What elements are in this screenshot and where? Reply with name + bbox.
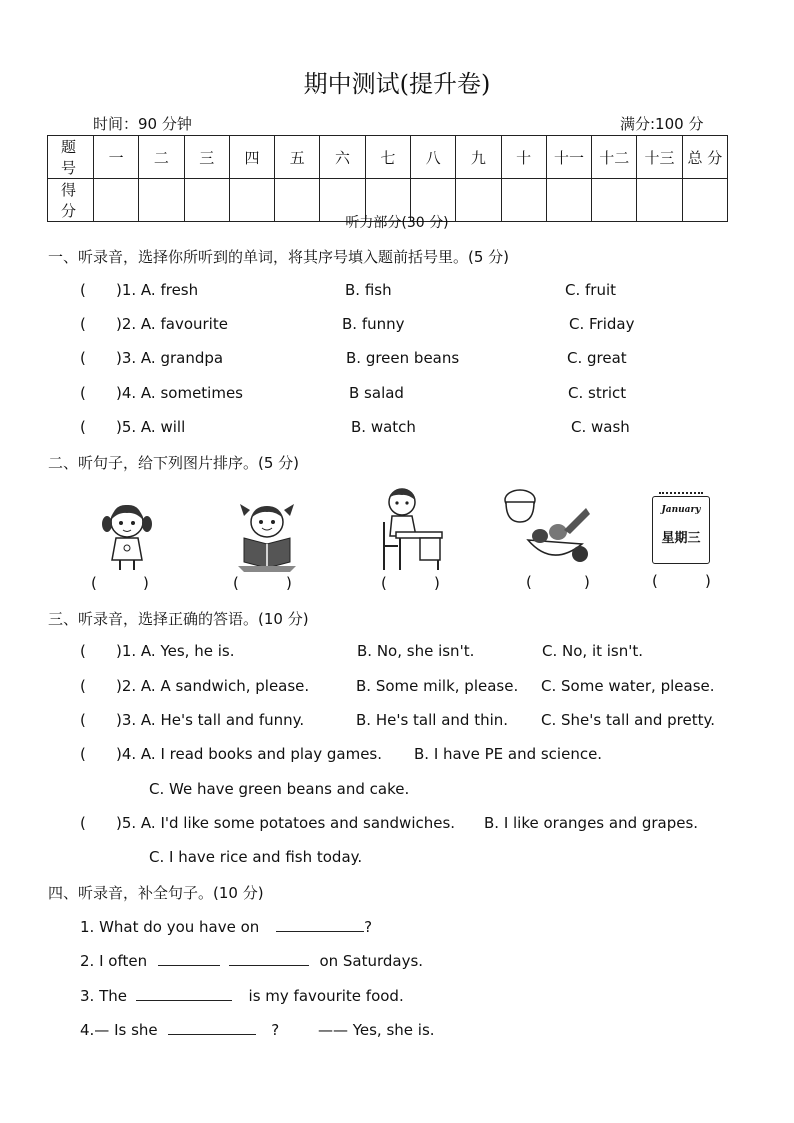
row-label-question: 题 号 xyxy=(48,136,94,179)
sentence-text: ? xyxy=(271,1021,280,1039)
option-a: )3. A. He's tall and funny. xyxy=(116,711,305,729)
answer-blank[interactable] xyxy=(229,951,309,966)
sentence-text: —— Yes, she is. xyxy=(317,1021,435,1039)
sentence-text: 2. I often xyxy=(80,952,148,970)
option-c: C. Friday xyxy=(569,315,635,333)
option-c: C. fruit xyxy=(565,281,617,299)
answer-paren[interactable]: ( xyxy=(80,384,86,402)
sentence-text: 3. The xyxy=(80,987,127,1005)
option-b: B. fish xyxy=(345,281,392,299)
answer-paren[interactable]: ( xyxy=(80,315,86,333)
option-c: C. strict xyxy=(568,384,627,402)
fill-sentence-4 xyxy=(80,1020,435,1039)
calendar-day: 星期三 xyxy=(661,531,701,546)
answer-paren[interactable]: ( xyxy=(80,677,86,695)
option-a: )5. A. I'd like some potatoes and sandwiches. xyxy=(116,814,456,832)
girl-picture xyxy=(96,500,158,572)
option-c: C. We have green beans and cake. xyxy=(149,780,410,798)
col-13: 十三 xyxy=(637,136,682,179)
listening-header: 听力部分(30 分) xyxy=(345,215,449,231)
girl-reading-picture xyxy=(230,500,304,572)
col-7: 七 xyxy=(365,136,410,179)
option-b: B. Some milk, please. xyxy=(356,677,519,695)
option-b: B. I like oranges and grapes. xyxy=(484,814,699,832)
col-3: 三 xyxy=(184,136,229,179)
option-b: B. green beans xyxy=(346,349,460,367)
col-11: 十一 xyxy=(546,136,591,179)
sentence-text: is my favourite food. xyxy=(248,987,404,1005)
section-4-title: 四、听录音，补全句子。(10 分) xyxy=(48,884,264,902)
option-b: B. No, she isn't. xyxy=(357,642,475,660)
page-title: 期中测试(提升卷) xyxy=(303,70,491,98)
col-8: 八 xyxy=(410,136,455,179)
option-a: )2. A. favourite xyxy=(116,315,228,333)
col-1: 一 xyxy=(94,136,139,179)
order-paren-close: ) xyxy=(286,574,292,592)
boy-at-desk-picture xyxy=(376,486,444,572)
option-b: B. He's tall and thin. xyxy=(356,711,509,729)
col-total: 总 分 xyxy=(682,136,727,179)
option-a: )5. A. will xyxy=(116,418,186,436)
option-a: )2. A. A sandwich, please. xyxy=(116,677,310,695)
option-c: C. Some water, please. xyxy=(541,677,715,695)
order-paren-close: ) xyxy=(434,574,440,592)
sentence-text: on Saturdays. xyxy=(319,952,424,970)
order-paren-open[interactable]: ( xyxy=(91,574,97,592)
answer-blank[interactable] xyxy=(158,951,220,966)
col-10: 十 xyxy=(501,136,546,179)
order-paren-close: ) xyxy=(584,573,590,591)
order-paren-close: ) xyxy=(143,574,149,592)
col-2: 二 xyxy=(139,136,184,179)
answer-paren[interactable]: ( xyxy=(80,418,86,436)
option-c: C. wash xyxy=(571,418,630,436)
option-c: C. She's tall and pretty. xyxy=(541,711,715,729)
score-table-header-row xyxy=(48,136,728,179)
col-6: 六 xyxy=(320,136,365,179)
col-5: 五 xyxy=(275,136,320,179)
col-9: 九 xyxy=(456,136,501,179)
option-a: )4. A. I read books and play games. xyxy=(116,745,383,763)
answer-paren[interactable]: ( xyxy=(80,642,86,660)
sentence-text: ? xyxy=(364,918,373,936)
calendar-month: January xyxy=(661,505,701,515)
order-paren-close: ) xyxy=(705,572,711,590)
section-3-title: 三、听录音，选择正确的答语。(10 分) xyxy=(48,610,309,628)
option-b: B. watch xyxy=(351,418,416,436)
option-b: B salad xyxy=(349,384,404,402)
order-paren-open[interactable]: ( xyxy=(652,572,658,590)
section-2-title: 二、听句子，给下列图片排序。(5 分) xyxy=(48,454,300,472)
answer-blank[interactable] xyxy=(168,1020,256,1035)
option-c: C. No, it isn't. xyxy=(542,642,644,660)
option-a: )1. A. fresh xyxy=(116,281,199,299)
calendar-picture xyxy=(652,496,710,564)
food-bowl-picture xyxy=(500,488,596,568)
section-1-title: 一、听录音，选择你所听到的单词，将其序号填入题前括号里。(5 分) xyxy=(48,248,510,266)
col-4: 四 xyxy=(229,136,274,179)
option-a: )3. A. grandpa xyxy=(116,349,224,367)
fill-sentence-2 xyxy=(80,951,423,970)
order-paren-open[interactable]: ( xyxy=(526,573,532,591)
answer-paren[interactable]: ( xyxy=(80,745,86,763)
answer-paren[interactable]: ( xyxy=(80,281,86,299)
row-label-score: 得 分 xyxy=(48,179,94,222)
option-c: C. I have rice and fish today. xyxy=(149,848,363,866)
answer-blank[interactable] xyxy=(276,917,364,932)
option-a: )1. A. Yes, he is. xyxy=(116,642,235,660)
answer-paren[interactable]: ( xyxy=(80,349,86,367)
col-12: 十二 xyxy=(592,136,637,179)
answer-blank[interactable] xyxy=(136,986,232,1001)
order-paren-open[interactable]: ( xyxy=(233,574,239,592)
full-score: 满分:100 分 xyxy=(620,115,704,133)
score-table xyxy=(47,135,728,222)
option-c: C. great xyxy=(567,349,627,367)
sentence-text: 4.— Is she xyxy=(80,1021,158,1039)
calendar-rings xyxy=(659,492,703,499)
order-paren-open[interactable]: ( xyxy=(381,574,387,592)
exam-time: 时间：90 分钟 xyxy=(93,115,192,133)
option-b: B. funny xyxy=(342,315,405,333)
option-b: B. I have PE and science. xyxy=(414,745,603,763)
fill-sentence-3 xyxy=(80,986,404,1005)
answer-paren[interactable]: ( xyxy=(80,711,86,729)
fill-sentence-1 xyxy=(80,917,372,936)
option-a: )4. A. sometimes xyxy=(116,384,244,402)
sentence-text: 1. What do you have on xyxy=(80,918,260,936)
answer-paren[interactable]: ( xyxy=(80,814,86,832)
